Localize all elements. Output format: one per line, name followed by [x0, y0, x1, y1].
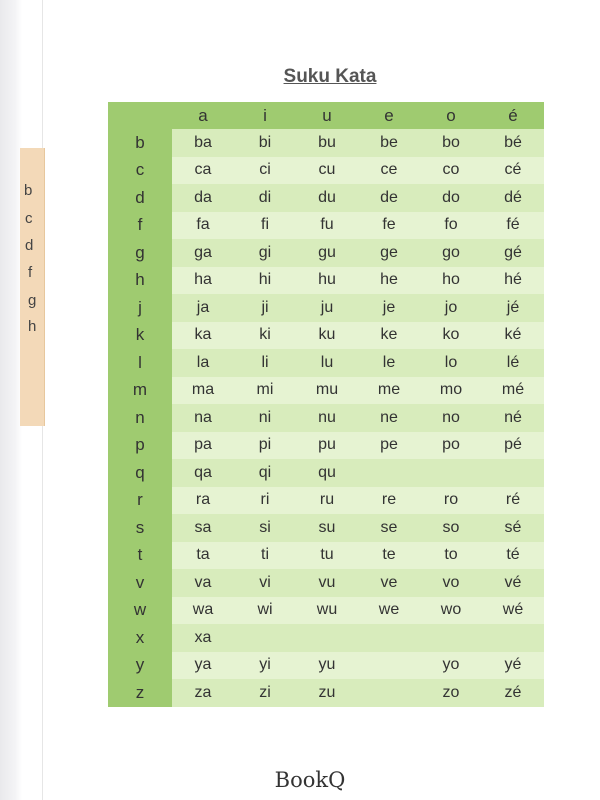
syllable-cell: to	[420, 542, 482, 570]
syllable-cell: ga	[172, 239, 234, 267]
row-header: v	[108, 569, 172, 597]
syllable-cell: ne	[358, 404, 420, 432]
syllable-cell: wi	[234, 597, 296, 625]
column-header: a	[172, 102, 234, 129]
syllable-cell	[420, 459, 482, 487]
syllable-cell: ré	[482, 487, 544, 515]
table-row	[108, 322, 544, 350]
table-row	[108, 597, 544, 625]
syllable-cell: ho	[420, 267, 482, 295]
syllable-cell: né	[482, 404, 544, 432]
syllable-cell: bo	[420, 129, 482, 157]
syllable-cell: ha	[172, 267, 234, 295]
syllable-cell: li	[234, 349, 296, 377]
table-row	[108, 404, 544, 432]
syllable-cell: la	[172, 349, 234, 377]
syllable-cell: le	[358, 349, 420, 377]
syllable-cell: ta	[172, 542, 234, 570]
syllable-cell: no	[420, 404, 482, 432]
row-header: m	[108, 377, 172, 405]
side-letter: g	[28, 292, 37, 309]
syllable-cell	[420, 624, 482, 652]
syllable-cell: gu	[296, 239, 358, 267]
syllable-cell: du	[296, 184, 358, 212]
syllable-cell	[482, 624, 544, 652]
syllable-cell: qi	[234, 459, 296, 487]
table-row	[108, 377, 544, 405]
syllable-cell: vé	[482, 569, 544, 597]
row-header: d	[108, 184, 172, 212]
syllable-cell: da	[172, 184, 234, 212]
syllable-cell: jé	[482, 294, 544, 322]
syllable-cell	[358, 679, 420, 707]
syllable-cell	[358, 624, 420, 652]
syllable-cell: ru	[296, 487, 358, 515]
syllable-cell: zé	[482, 679, 544, 707]
table-corner	[108, 102, 172, 129]
syllable-cell: pu	[296, 432, 358, 460]
table-row	[108, 652, 544, 680]
publisher-logo: BookQ	[274, 768, 346, 792]
syllable-cell: fé	[482, 212, 544, 240]
syllable-cell	[482, 459, 544, 487]
row-header: j	[108, 294, 172, 322]
side-letter: f	[28, 264, 33, 281]
syllable-cell: fo	[420, 212, 482, 240]
table-row	[108, 432, 544, 460]
syllable-cell: ca	[172, 157, 234, 185]
syllable-cell: qu	[296, 459, 358, 487]
syllable-cell: za	[172, 679, 234, 707]
row-header: q	[108, 459, 172, 487]
syllable-cell: bi	[234, 129, 296, 157]
syllable-cell: re	[358, 487, 420, 515]
side-letter: b	[24, 182, 33, 199]
syllable-cell: ké	[482, 322, 544, 350]
syllable-cell: hi	[234, 267, 296, 295]
syllable-cell: lu	[296, 349, 358, 377]
syllable-cell: pa	[172, 432, 234, 460]
syllable-cell: ge	[358, 239, 420, 267]
row-header: p	[108, 432, 172, 460]
side-letter: d	[25, 237, 34, 254]
syllable-cell: ki	[234, 322, 296, 350]
syllable-cell: zi	[234, 679, 296, 707]
syllable-cell: ci	[234, 157, 296, 185]
syllable-cell: ba	[172, 129, 234, 157]
syllable-cell: sé	[482, 514, 544, 542]
page-title: Suku Kata	[283, 66, 377, 87]
syllable-cell: ro	[420, 487, 482, 515]
syllable-cell: ti	[234, 542, 296, 570]
syllable-cell: su	[296, 514, 358, 542]
syllable-cell: so	[420, 514, 482, 542]
syllable-cell: na	[172, 404, 234, 432]
syllable-cell: lo	[420, 349, 482, 377]
column-header: é	[482, 102, 544, 129]
column-header: i	[234, 102, 296, 129]
table-row	[108, 514, 544, 542]
syllable-cell: pé	[482, 432, 544, 460]
syllable-cell: be	[358, 129, 420, 157]
syllable-cell: hé	[482, 267, 544, 295]
syllable-cell	[234, 624, 296, 652]
syllable-cell: yo	[420, 652, 482, 680]
row-header: b	[108, 129, 172, 157]
syllable-cell: dé	[482, 184, 544, 212]
table-row	[108, 569, 544, 597]
row-header: l	[108, 349, 172, 377]
syllable-cell: ce	[358, 157, 420, 185]
syllable-cell: wa	[172, 597, 234, 625]
syllable-cell: wo	[420, 597, 482, 625]
syllable-cell: ja	[172, 294, 234, 322]
syllable-cell: gi	[234, 239, 296, 267]
syllable-cell: jo	[420, 294, 482, 322]
syllable-cell: ju	[296, 294, 358, 322]
row-header: w	[108, 597, 172, 625]
syllable-cell: cu	[296, 157, 358, 185]
table-header-row	[108, 102, 544, 129]
syllable-cell: ri	[234, 487, 296, 515]
row-header: f	[108, 212, 172, 240]
table-row	[108, 487, 544, 515]
syllable-cell: sa	[172, 514, 234, 542]
syllable-cell: fa	[172, 212, 234, 240]
row-header: c	[108, 157, 172, 185]
syllable-cell: do	[420, 184, 482, 212]
syllable-cell: yi	[234, 652, 296, 680]
column-header: e	[358, 102, 420, 129]
syllable-table	[108, 102, 544, 707]
syllable-cell: te	[358, 542, 420, 570]
syllable-cell: mu	[296, 377, 358, 405]
syllable-cell: bu	[296, 129, 358, 157]
syllable-cell: ji	[234, 294, 296, 322]
table-row	[108, 267, 544, 295]
table-row	[108, 624, 544, 652]
syllable-cell: me	[358, 377, 420, 405]
syllable-cell: ve	[358, 569, 420, 597]
table-row	[108, 129, 544, 157]
row-header: x	[108, 624, 172, 652]
syllable-cell: vu	[296, 569, 358, 597]
syllable-cell: di	[234, 184, 296, 212]
syllable-cell: hu	[296, 267, 358, 295]
row-header: t	[108, 542, 172, 570]
syllable-cell: ku	[296, 322, 358, 350]
row-header: s	[108, 514, 172, 542]
syllable-cell: qa	[172, 459, 234, 487]
syllable-cell: zu	[296, 679, 358, 707]
syllable-cell: vi	[234, 569, 296, 597]
syllable-cell: cé	[482, 157, 544, 185]
syllable-cell: yé	[482, 652, 544, 680]
syllable-cell: co	[420, 157, 482, 185]
syllable-cell: zo	[420, 679, 482, 707]
column-header: u	[296, 102, 358, 129]
syllable-cell: ke	[358, 322, 420, 350]
table-row	[108, 212, 544, 240]
syllable-cell: té	[482, 542, 544, 570]
syllable-cell	[358, 652, 420, 680]
syllable-cell: pe	[358, 432, 420, 460]
syllable-cell: nu	[296, 404, 358, 432]
syllable-cell: ma	[172, 377, 234, 405]
syllable-cell: ya	[172, 652, 234, 680]
table-row	[108, 542, 544, 570]
syllable-cell: ra	[172, 487, 234, 515]
page-left-shadow	[0, 0, 22, 800]
syllable-cell: wé	[482, 597, 544, 625]
table-row	[108, 239, 544, 267]
table-row	[108, 157, 544, 185]
syllable-cell: xa	[172, 624, 234, 652]
syllable-cell: je	[358, 294, 420, 322]
syllable-cell: fu	[296, 212, 358, 240]
syllable-cell	[296, 624, 358, 652]
side-letter: c	[25, 210, 33, 227]
syllable-cell: he	[358, 267, 420, 295]
syllable-cell: se	[358, 514, 420, 542]
syllable-cell: po	[420, 432, 482, 460]
row-header: h	[108, 267, 172, 295]
syllable-cell: bé	[482, 129, 544, 157]
table-row	[108, 459, 544, 487]
syllable-cell: de	[358, 184, 420, 212]
syllable-cell: si	[234, 514, 296, 542]
table-row	[108, 294, 544, 322]
syllable-cell: go	[420, 239, 482, 267]
syllable-cell: va	[172, 569, 234, 597]
side-tab-strip	[20, 148, 45, 426]
syllable-cell: vo	[420, 569, 482, 597]
syllable-cell: tu	[296, 542, 358, 570]
syllable-cell: we	[358, 597, 420, 625]
syllable-cell: yu	[296, 652, 358, 680]
syllable-cell: ka	[172, 322, 234, 350]
row-header: y	[108, 652, 172, 680]
row-header: r	[108, 487, 172, 515]
syllable-cell: ni	[234, 404, 296, 432]
table-row	[108, 679, 544, 707]
row-header: g	[108, 239, 172, 267]
syllable-cell: mi	[234, 377, 296, 405]
column-header: o	[420, 102, 482, 129]
syllable-cell: mo	[420, 377, 482, 405]
syllable-cell: lé	[482, 349, 544, 377]
syllable-cell: fi	[234, 212, 296, 240]
row-header: k	[108, 322, 172, 350]
table-row	[108, 349, 544, 377]
row-header: n	[108, 404, 172, 432]
syllable-cell: mé	[482, 377, 544, 405]
syllable-cell: pi	[234, 432, 296, 460]
syllable-cell: gé	[482, 239, 544, 267]
syllable-cell	[358, 459, 420, 487]
table-row	[108, 184, 544, 212]
syllable-cell: ko	[420, 322, 482, 350]
row-header: z	[108, 679, 172, 707]
syllable-cell: fe	[358, 212, 420, 240]
syllable-cell: wu	[296, 597, 358, 625]
side-letter: h	[28, 318, 36, 335]
